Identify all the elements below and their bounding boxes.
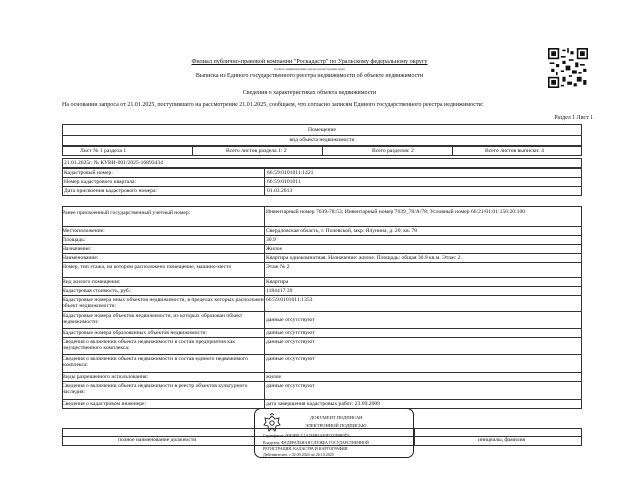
row-label: Местоположение:	[62, 228, 105, 234]
e-signature-stamp	[254, 408, 414, 458]
row-value: данные отсутствуют	[266, 339, 315, 345]
total-sections: Всего разделов: 2	[372, 148, 414, 154]
row-value: Квартира однокомнатная. Назначение: жилое. Площадь: общая 30.9 кв.м. Этаж: 2.	[266, 255, 462, 261]
doc-number: 21.01.2025г. № КУВИ-001/2025-16893434	[64, 160, 163, 166]
intro-text: На основании запроса от 21.01.2025, поступившего на рассмотрение 21.01.2025, сообщаем, что согласно записям Единого государственного реестра недвижимости:	[62, 102, 484, 108]
row-label: Площадь:	[62, 237, 86, 243]
row-value: 1184417.39	[266, 288, 293, 294]
document-subtitle: Сведения о характеристиках объекта недвижимости	[242, 90, 377, 96]
position-caption: полное наименование должности	[118, 437, 197, 443]
row-label: Кадастровые номера образованных объектов недвижимости:	[62, 330, 208, 336]
row-label: Кадастровые номера иных объектов недвижимости, в пределах которых расположен объект недвижимости:	[62, 297, 264, 309]
emblem-icon	[261, 413, 283, 435]
row-value: 66:59:0101011:1421	[267, 170, 314, 176]
row-label: Наименование:	[62, 255, 99, 261]
row-label: Кадастровые номера объектов недвижимости, из которых образован объект недвижимости:	[62, 313, 243, 325]
object-kind: вид объекта недвижимости	[289, 137, 355, 143]
row-value: дата завершения кадастровых работ: 23.09.2009	[266, 401, 380, 407]
document-title: Выписка из Единого государственного реестра недвижимости об объекте недвижимости	[195, 73, 424, 79]
row-label: Вид жилого помещения:	[62, 279, 121, 285]
total-extract: Всего листов выписки: 4	[485, 148, 544, 154]
row-label: Дата присвоения кадастрового номера:	[64, 188, 158, 194]
stamp-title: ДОКУМЕНТ ПОДПИСАН	[310, 415, 363, 420]
row-label: Сведения о кадастровом инженере:	[62, 401, 147, 407]
row-label: Сведения о включении объекта недвижимости в состав единого недвижимого комплекса:	[62, 356, 248, 368]
row-value: жилое	[266, 374, 281, 380]
object-name: Помещение	[307, 127, 336, 133]
stamp-owner-cont: РЕГИСТРАЦИИ, КАДАСТРА И КАРТОГРАФИИ	[263, 446, 348, 451]
row-value: Свердловская область, г. Полевской, мкр. Ялунина, д. 20, кв. 78	[266, 228, 418, 234]
org-name: Филиал публично-правовой компании "Роскадастр" по Уральскому федеральному округу	[191, 58, 428, 65]
row-value: данные отсутствуют	[266, 317, 315, 323]
stamp-certificate: Сертификат: 00F4E8CC1A1E6B4AF0F1D2F9B9D3	[263, 433, 350, 438]
stamp-owner: Владелец: ФЕДЕРАЛЬНАЯ СЛУЖБА ГОСУДАРСТВЕННОЙ	[263, 440, 369, 445]
row-value: 66:59:0101011	[267, 179, 301, 185]
stamp-validity: Действителен: с 02.09.2024 по 26.10.2025	[263, 452, 334, 457]
row-label: Кадастровый номер:	[64, 170, 113, 176]
row-label: Кадастровая стоимость, руб.:	[62, 288, 132, 294]
row-value: данные отсутствуют	[266, 383, 315, 389]
org-caption: полное наименование органа регистрации прав	[274, 67, 345, 71]
row-value: Жилое	[266, 246, 283, 252]
row-label: Номер кадастрового квартала:	[64, 179, 137, 185]
row-label: Виды разрешенного использования:	[62, 374, 149, 380]
total-sheets: Всего листов раздела 1: 2	[226, 148, 287, 154]
row-value: 01.03.2013	[267, 188, 293, 194]
row-label: Ранее присвоенный государственный учетный номер:	[62, 210, 191, 216]
row-label: Номер, тип этажа, на котором расположено помещение, машино-место	[62, 264, 232, 270]
row-value: данные отсутствуют	[266, 356, 315, 362]
stamp-subtitle: ЭЛЕКТРОННОЙ ПОДПИСЬЮ	[305, 423, 367, 428]
row-value: Инвентарный номер 7639-78:53; Инвентарный номер 7639_78/А/78; Условный номер 66:21/01:01:156:20:100	[266, 209, 526, 215]
row-value: данные отсутствуют	[266, 330, 315, 336]
row-value: Квартира	[266, 279, 289, 285]
sheet-number: Лист № 1 раздела 1	[80, 148, 127, 154]
section-label: Раздел 1 Лист 1	[554, 115, 593, 121]
row-label: Назначение:	[62, 246, 92, 252]
row-value: 66:59:0101011:1353	[266, 297, 313, 303]
row-label: Сведения о включении объекта недвижимости в реестр объектов культурного наследия:	[62, 383, 248, 395]
initials-caption: инициалы, фамилия	[478, 437, 526, 443]
row-value: Этаж № 2	[266, 264, 290, 270]
row-value: 30.9	[266, 237, 276, 243]
row-label: Сведения о включении объекта недвижимости в состав предприятия как имущественного комплекса:	[62, 339, 236, 351]
